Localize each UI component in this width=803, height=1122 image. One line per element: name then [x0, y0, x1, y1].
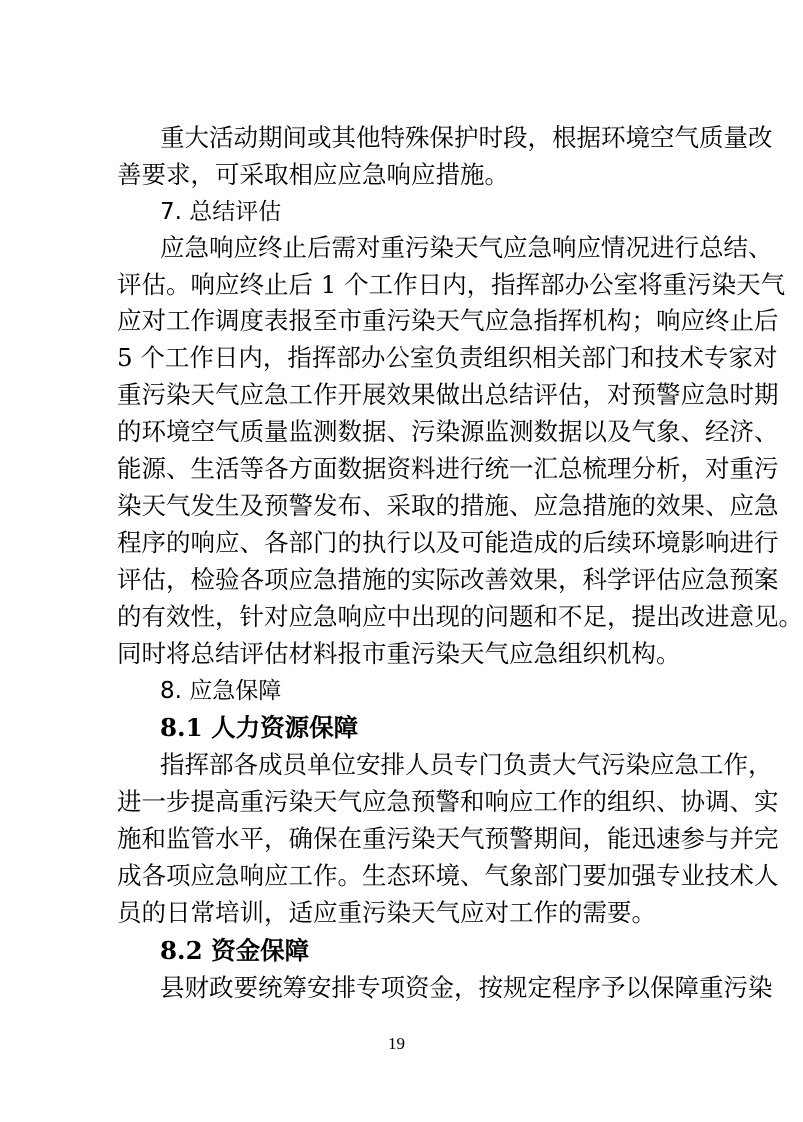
- subsection-heading: 8.1 人力资源保障: [160, 713, 359, 742]
- paragraph-line: 染天气发生及预警发布、采取的措施、应急措施的效果、应急: [117, 491, 779, 520]
- paragraph-line: 员的日常培训，适应重污染天气应对工作的需要。: [117, 898, 656, 927]
- page-number: 19: [388, 1034, 405, 1053]
- paragraph-line: 评估。响应终止后 1 个工作日内，指挥部办公室将重污染天气: [117, 270, 786, 299]
- paragraph-line: 应对工作调度表报至市重污染天气应急指挥机构；响应终止后: [117, 306, 779, 335]
- section-heading: 7. 总结评估: [160, 199, 282, 225]
- paragraph-line: 同时将总结评估材料报市重污染天气应急组织机构。: [117, 639, 681, 668]
- subsection-heading: 8.2 资金保障: [160, 936, 310, 965]
- paragraph-line: 的有效性，针对应急响应中出现的问题和不足，提出改进意见。: [117, 602, 803, 631]
- paragraph-line: 的环境空气质量监测数据、污染源监测数据以及气象、经济、: [117, 417, 779, 446]
- paragraph-line: 施和监管水平，确保在重污染天气预警期间，能迅速参与并完: [117, 824, 779, 853]
- paragraph-line: 重污染天气应急工作开展效果做出总结评估，对预警应急时期: [117, 380, 779, 409]
- section-heading: 8. 应急保障: [160, 678, 282, 704]
- paragraph-line: 重大活动期间或其他特殊保护时段，根据环境空气质量改: [160, 123, 773, 152]
- paragraph-line: 县财政要统筹安排专项资金，按规定程序予以保障重污染: [160, 973, 773, 1002]
- paragraph-line: 指挥部各成员单位安排人员专门负责大气污染应急工作，: [160, 750, 773, 779]
- paragraph-line: 善要求，可采取相应应急响应措施。: [117, 160, 509, 189]
- paragraph-line: 进一步提高重污染天气应急预警和响应工作的组织、协调、实: [117, 787, 779, 816]
- paragraph-line: 程序的响应、各部门的执行以及可能造成的后续环境影响进行: [117, 528, 779, 557]
- paragraph-line: 能源、生活等各方面数据资料进行统一汇总梳理分析，对重污: [117, 454, 779, 483]
- paragraph-line: 评估，检验各项应急措施的实际改善效果，科学评估应急预案: [117, 565, 779, 594]
- paragraph-line: 成各项应急响应工作。生态环境、气象部门要加强专业技术人: [117, 861, 779, 890]
- paragraph-line: 5 个工作日内，指挥部办公室负责组织相关部门和技术专家对: [117, 343, 778, 372]
- paragraph-line: 应急响应终止后需对重污染天气应急响应情况进行总结、: [160, 233, 773, 262]
